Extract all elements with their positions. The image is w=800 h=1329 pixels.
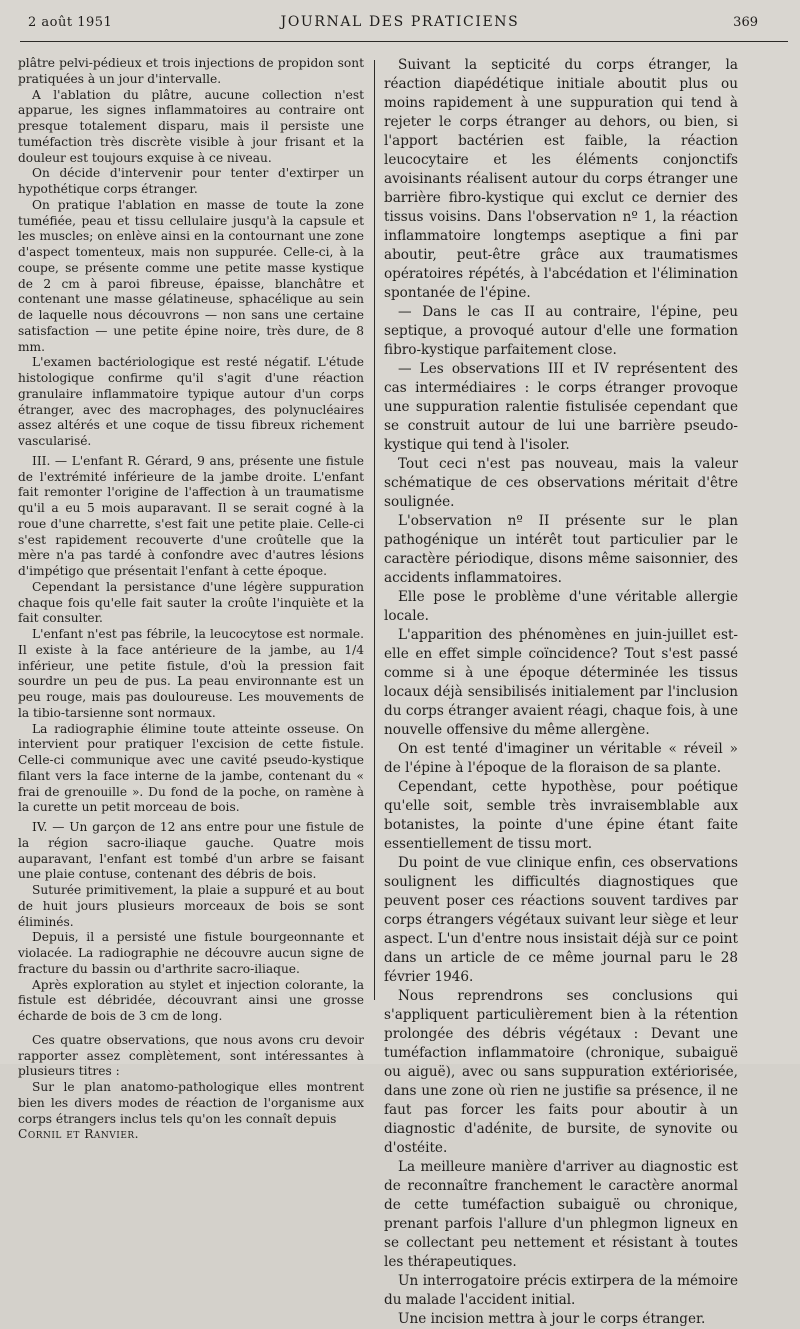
paragraph: Suivant la septicité du corps étranger, la réaction diapédétique initiale aboutit plus ou moins rapidement à une suppuration qui tend à rejeter le corps étranger au dehors, ou bien, si l'apport bactérien est faible, la réaction leucocytaire et les éléments conjonctifs avoisinants réalisent autour du corps étranger une barrière fibro-kystique qui exclut ce dernier des tissus voisins. Dans l'observation nº 1, la réaction inflammatoire longtemps aseptique a fini par aboutir, peut-être grâce aux traumatismes opératoires répétés, à l'abcédation et l'élimination spontanée de l'épine. [384,57,738,301]
paragraph: Tout ceci n'est pas nouveau, mais la valeur schématique de ces observations méritait d'être soulignée. [384,456,738,510]
paragraph: L'examen bactériologique est resté négatif. L'étude histologique confirme qu'il s'agit d'une réaction granulaire inflammatoire typique autour d'un corps étranger, avec des macrophages, des polynucléaires assez altérés et une coque de tissu fibreux richement vascularisé. [18,355,364,448]
paragraph: Depuis, il a persisté une fistule bourgeonnante et violacée. La radiographie ne découvre aucun signe de fracture du bassin ou d'arthrite sacro-iliaque. [18,930,364,976]
observation-3: III. — L'enfant R. Gérard, 9 ans, présente une fistule de l'extrémité inférieure de la jambe droite. L'enfant fait remonter l'origine de l'affection à un traumatisme qu'il a eu 5 mois auparavant. Il se serait cogné à la roue d'une charrette, s'est fait une petite plaie. Celle-ci s'est rapidement recouverte d'une croûtelle que la mère n'a pas tardé à confondre avec d'autres lésions d'impétigo que présentait l'enfant à cette époque. [18,453,364,578]
column-divider [374,60,375,1000]
paragraph: A l'ablation du plâtre, aucune collection n'est apparue, les signes inflammatoires au contraire ont presque totalement disparu, mais il persiste une tuméfaction très discrète visible à jour frisant et la douleur est toujours exquise à ce niveau. [18,87,364,165]
page-number: 369 [733,15,758,30]
paragraph: Du point de vue clinique enfin, ces observations soulignent les difficultés diagnostiques que peuvent poser ces réactions souvent tardives par corps étrangers végétaux suivant leur siège et leur aspect. L'un d'entre nous insistait déjà sur ce point dans un article de ce même journal paru le 28 février 1946. [384,855,738,985]
paragraph: On décide d'intervenir pour tenter d'extirper un hypothétique corps étranger. [18,166,364,196]
paragraph: Après exploration au stylet et injection colorante, la fistule est débridée, découvrant ainsi une grosse écharde de bois de 3 cm de long. [18,977,364,1023]
observation-4: IV. — Un garçon de 12 ans entre pour une fistule de la région sacro-iliaque gauche. Quatre mois auparavant, l'enfant est tombé d'un arbre se faisant une plaie contuse, contenant des débris de bois. [18,820,364,882]
paragraph: Elle pose le problème d'une véritable allergie locale. [384,589,738,624]
paragraph: On pratique l'ablation en masse de toute la zone tuméfiée, peau et tissu cellulaire jusqu'à la capsule et les muscles; on enlève ainsi en la contournant une zone d'aspect tomenteux, mais non suppurée. Celle-ci, à la coupe, se présente comme une petite masse kystique de 2 cm à paroi fibreuse, épaisse, blanchâtre et contenant une masse gélatineuse, sphacélique au sein de laquelle nous découvrons — non sans une certaine satisfaction — une petite épine noire, très dure, de 8 mm. [18,197,364,354]
paragraph: Sur le plan anatomo-pathologique elles montrent bien les divers modes de réaction de l'organisme aux corps étrangers inclus tels qu'on les connaît depuis [18,1080,364,1126]
right-column [384,56,738,1329]
paragraph: Suturée primitivement, la plaie a suppuré et au bout de huit jours plusieurs morceaux de bois se sont éliminés. [18,883,364,929]
paragraph: L'apparition des phénomènes en juin-juillet est-elle en effet simple coïncidence? Tout s'est passé comme si à une époque déterminée les tissus locaux déjà sensibilisés initialement par l'inclusion du corps étranger avaient réagi, chaque fois, à une nouvelle offensive du même allergène. [384,627,738,738]
paragraph: — Les observations III et IV représentent des cas intermédiaires : le corps étranger provoque une suppuration ralentie fistulisée cependant que se construit autour de lui une barrière pseudo-kystique qui tend à l'isoler. [384,361,738,453]
paragraph: Nous reprendrons ses conclusions qui s'appliquent particulièrement bien à la rétention prolongée des débris végétaux : Devant une tuméfaction inflammatoire (chronique, subaiguë ou aiguë), avec ou sans suppuration extériorisée, dans une zone où rien ne justifie sa présence, il ne faut pas forcer les faits pour aboutir à un diagnostic d'adénite, de bursite, de synovite ou d'ostéite. [384,988,738,1156]
paragraph: L'enfant n'est pas fébrile, la leucocytose est normale. Il existe à la face antérieure de la jambe, au 1/4 inférieur, une petite fistule, d'où la pression fait sourdre un peu de pus. La peau environnante est un peu rouge, mais pas douloureuse. Les mouvements de la tibio-tarsienne sont normaux. [18,627,364,720]
paragraph: L'observation nº II présente sur le plan pathogénique un intérêt tout particulier par le caractère périodique, disons même saisonnier, des accidents inflammatoires. [384,513,738,586]
paragraph: Cependant, cette hypothèse, pour poétique qu'elle soit, semble très invraisemblable aux botanistes, la pointe d'une épine étant faite essentiellement de tissu mort. [384,779,738,852]
paragraph: On est tenté d'imaginer un véritable « réveil » de l'épine à l'époque de la floraison de sa plante. [384,741,738,776]
paragraph: plâtre pelvi-pédieux et trois injections de propidon sont pratiquées à un jour d'intervalle. [18,56,364,86]
left-column [18,56,364,1143]
header-rule [20,41,788,42]
issue-date: 2 août 1951 [28,15,113,30]
paragraph: — Dans le cas II au contraire, l'épine, peu septique, a provoqué autour d'elle une formation fibro-kystique parfaitement close. [384,304,738,358]
paragraph: Une incision mettra à jour le corps étranger. [398,1311,706,1327]
paragraph: La meilleure manière d'arriver au diagnostic est de reconnaître franchement le caractère anormal de cette tuméfaction subaiguë ou chronique, prenant parfois l'allure d'un phlegmon ligneux en se collectant peu nettement et résistant à toutes les thérapeutiques. [384,1159,738,1270]
paragraph: La radiographie élimine toute atteinte osseuse. On intervient pour pratiquer l'excision de cette fistule. Celle-ci communique avec une cavité pseudo-kystique filant vers la face interne de la jambe, contenant du « frai de grenouille ». Du fond de la poche, on ramène à la curette un petit morceau de bois. [18,721,364,815]
author-reference: Cornil et Ranvier. [18,1127,140,1142]
page-header [0,0,800,44]
journal-title: JOURNAL DES PRATICIENS [280,14,520,30]
paragraph: Ces quatre observations, que nous avons cru devoir rapporter assez complètement, sont intéressantes à plusieurs titres : [18,1032,364,1079]
paragraph: Cependant la persistance d'une légère suppuration chaque fois qu'elle fait sauter la croûte l'inquiète et la fait consulter. [18,579,364,626]
paragraph: Un interrogatoire précis extirpera de la mémoire du malade l'accident initial. [384,1273,738,1308]
